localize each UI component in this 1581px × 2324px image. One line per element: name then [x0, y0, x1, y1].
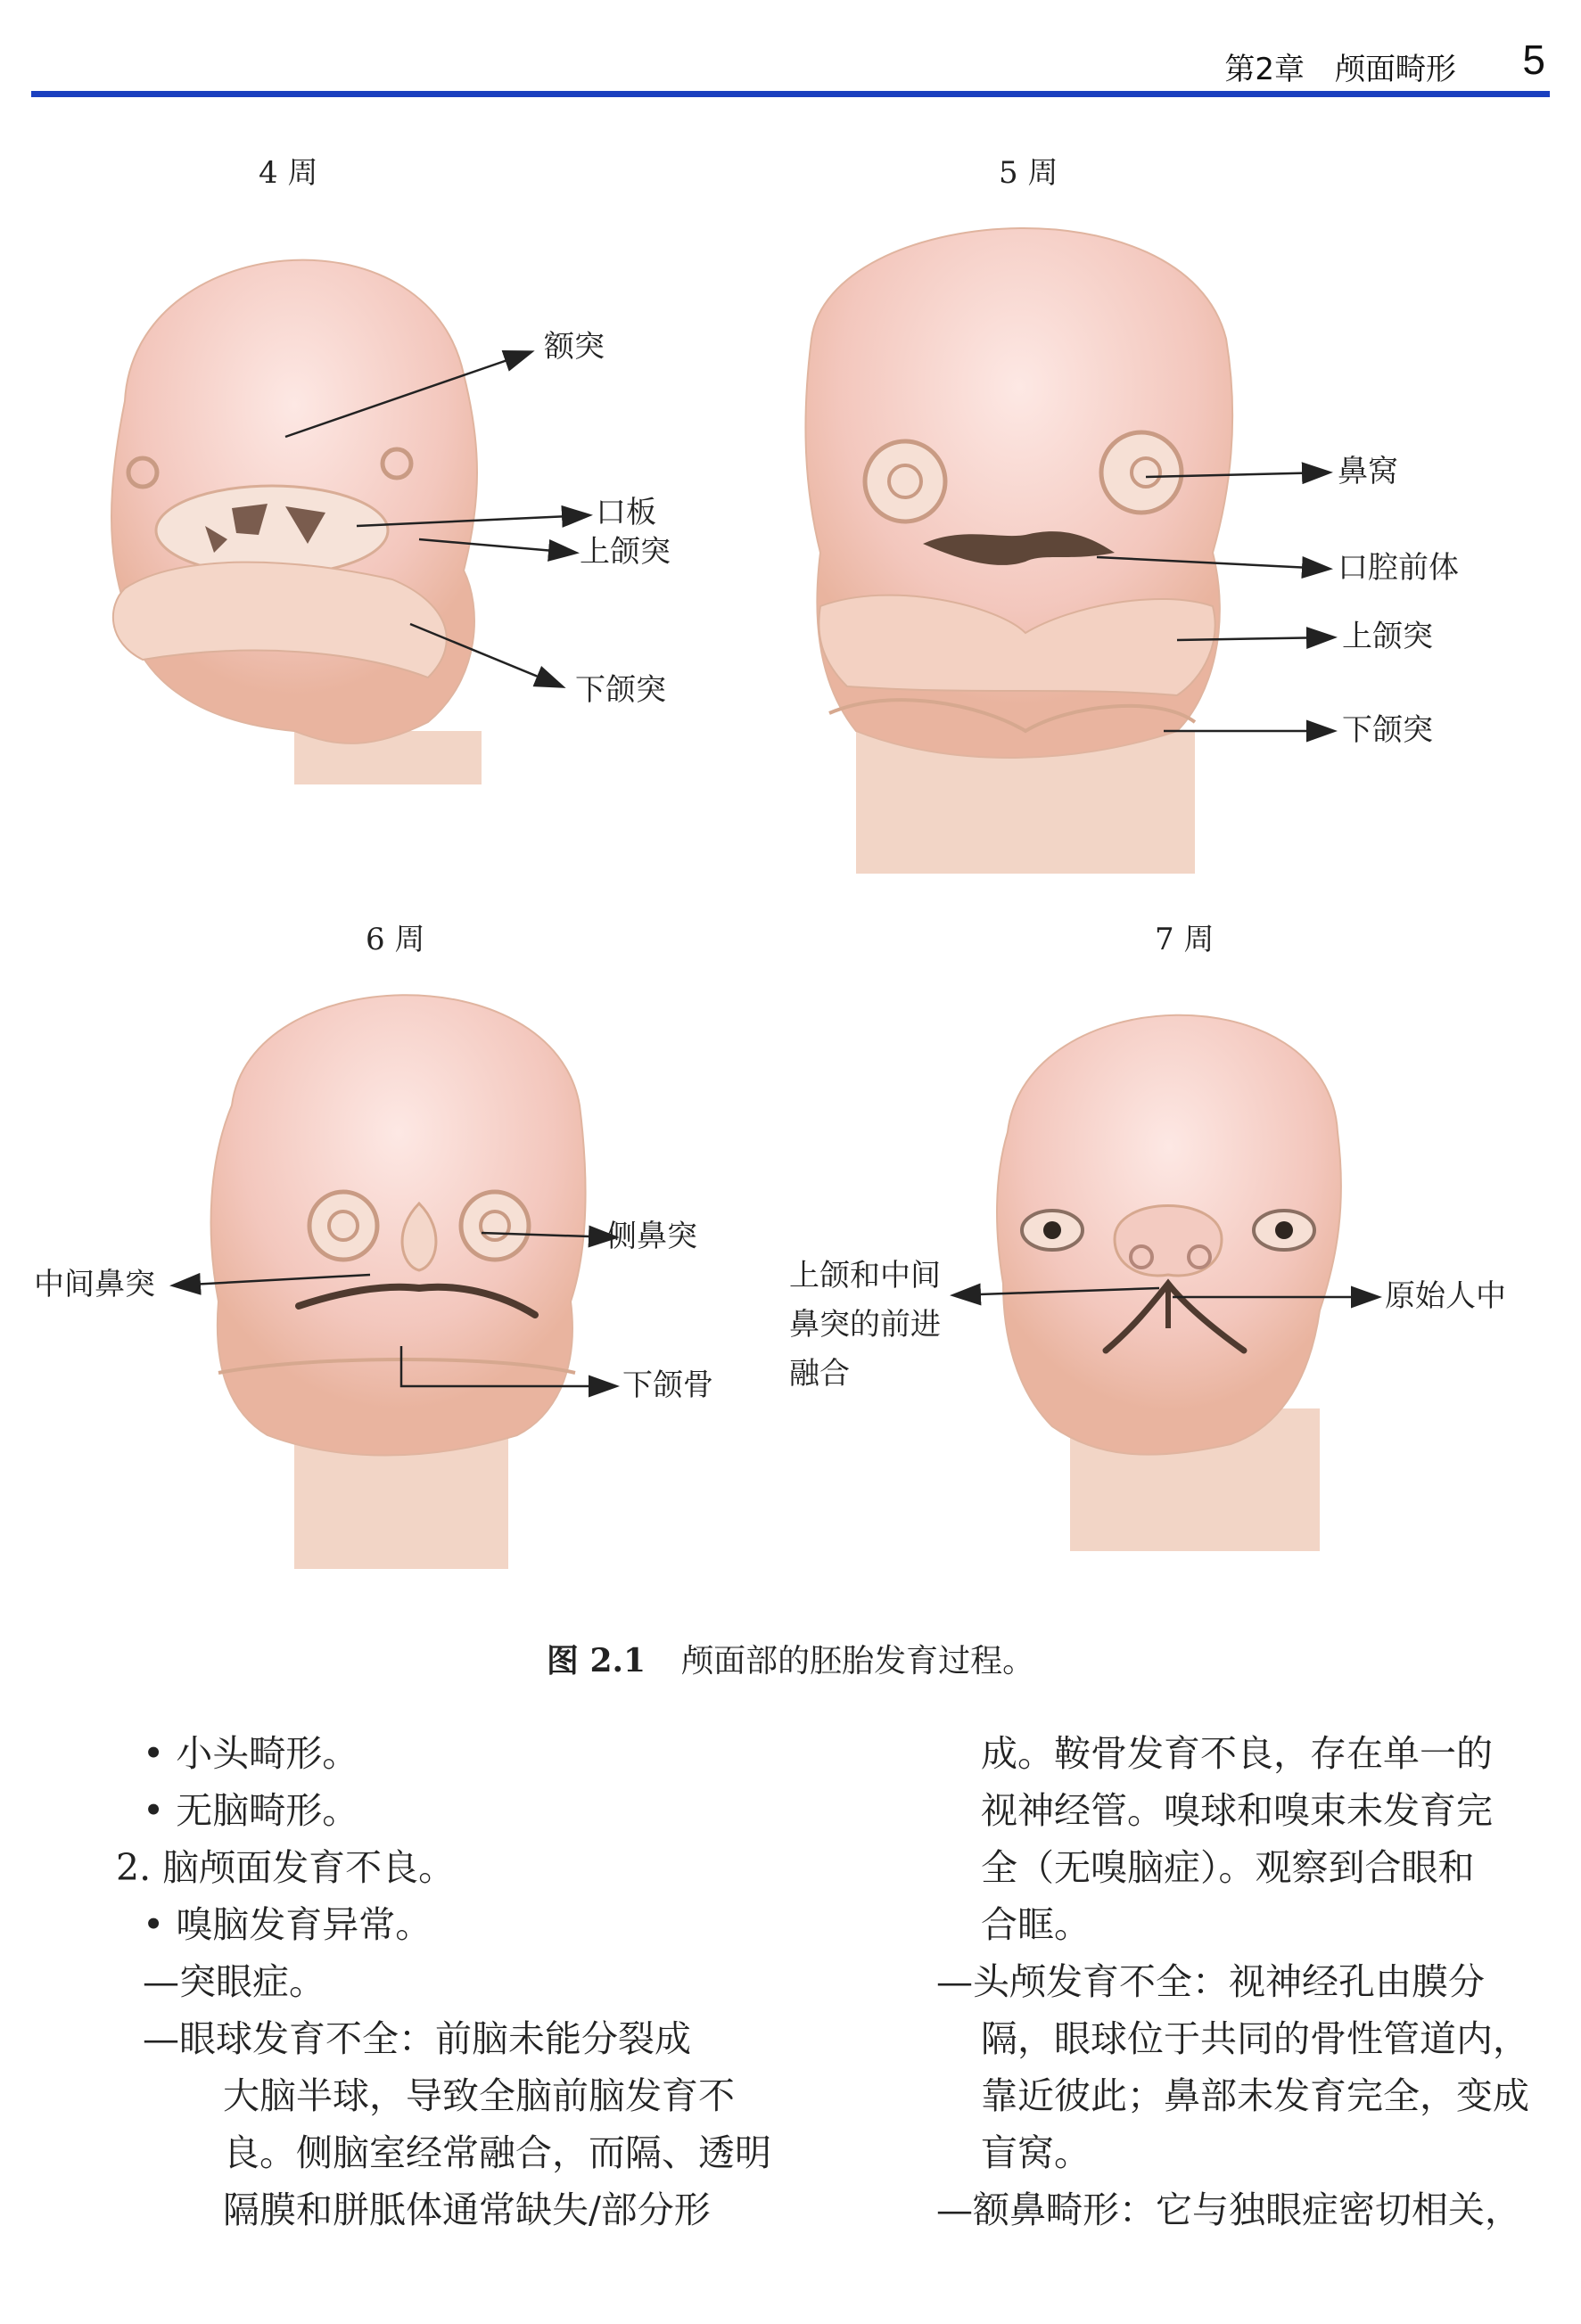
week-4-label: 4 周: [259, 155, 318, 191]
figure-caption: [0, 1636, 1581, 1681]
label-stomodeum: 口腔前体: [1338, 550, 1459, 586]
list-item: 靠近彼此；鼻部未发育完全，变成: [981, 2074, 1529, 2117]
embryo-figure: [0, 107, 1581, 1622]
list-item: 隔，眼球位于共同的骨性管道内，: [981, 2017, 1529, 2060]
list-item: 隔膜和胼胝体通常缺失/部分形: [223, 2189, 711, 2231]
label-fusion-line-3: 融合: [789, 1356, 850, 1392]
label-frontal-process: 额突: [544, 329, 605, 365]
list-item: —额鼻畸形：它与独眼症密切相关，: [936, 2189, 1521, 2231]
label-fusion-line-1: 上颌和中间: [789, 1258, 941, 1293]
week-7-label: 7 周: [1155, 922, 1215, 957]
list-item: —突眼症。: [143, 1960, 325, 2003]
embryo-week-6: [211, 995, 586, 1569]
label-maxillary-w5: 上颌突: [1342, 619, 1433, 654]
page-number: 5: [1522, 37, 1545, 83]
embryo-illustration: [0, 107, 1581, 1622]
list-item: • 嗅脑发育异常。: [143, 1903, 432, 1946]
list-item: 合眶。: [981, 1903, 1091, 1946]
list-item: 大脑半球，导致全脑前脑发育不: [223, 2074, 735, 2117]
list-item: 2. 脑颅面发育不良。: [116, 1846, 456, 1889]
list-item: —头颅发育不全：视神经孔由膜分: [936, 1960, 1485, 2003]
list-item: 视神经管。嗅球和嗅束未发育完: [981, 1789, 1493, 1832]
label-nasal-pit: 鼻窝: [1338, 454, 1398, 489]
label-mandibular-w4: 下颌突: [575, 672, 666, 708]
list-item: 良。侧脑室经常融合，而隔、透明: [223, 2131, 771, 2174]
label-primitive-philtrum: 原始人中: [1385, 1278, 1506, 1314]
header-rule: [31, 91, 1550, 97]
list-item: 全（无嗅脑症）。观察到合眼和: [981, 1846, 1475, 1889]
list-item: • 小头畸形。: [143, 1732, 359, 1775]
caption-text: 颅面部的胚胎发育过程。: [681, 1643, 1035, 1679]
list-item: 盲窝。: [981, 2131, 1091, 2174]
list-item: 成。鞍骨发育不良，存在单一的: [981, 1732, 1493, 1775]
label-oral-plate: 口板: [596, 495, 656, 530]
page-header: [0, 0, 1581, 103]
caption-number: 图 2.1: [546, 1642, 646, 1679]
label-mandibular-w5: 下颌突: [1342, 712, 1433, 748]
label-lateral-nasal: 侧鼻突: [606, 1219, 697, 1254]
label-fusion-line-2: 鼻突的前进: [789, 1307, 941, 1343]
left-column: [116, 1725, 776, 2238]
label-mandible: 下颌骨: [622, 1367, 713, 1403]
week-5-label: 5 周: [999, 155, 1058, 191]
week-6-label: 6 周: [366, 922, 425, 957]
list-item: —眼球发育不全：前脑未能分裂成: [143, 2017, 691, 2060]
embryo-week-5: [805, 228, 1232, 874]
embryo-week-7: [997, 1015, 1341, 1551]
right-column: [910, 1725, 1534, 2238]
label-maxillary-w4: 上颌突: [580, 534, 671, 570]
list-item: • 无脑畸形。: [143, 1789, 359, 1832]
chapter-title: 第2章 颅面畸形: [1224, 52, 1456, 87]
label-medial-nasal: 中间鼻突: [34, 1267, 155, 1302]
